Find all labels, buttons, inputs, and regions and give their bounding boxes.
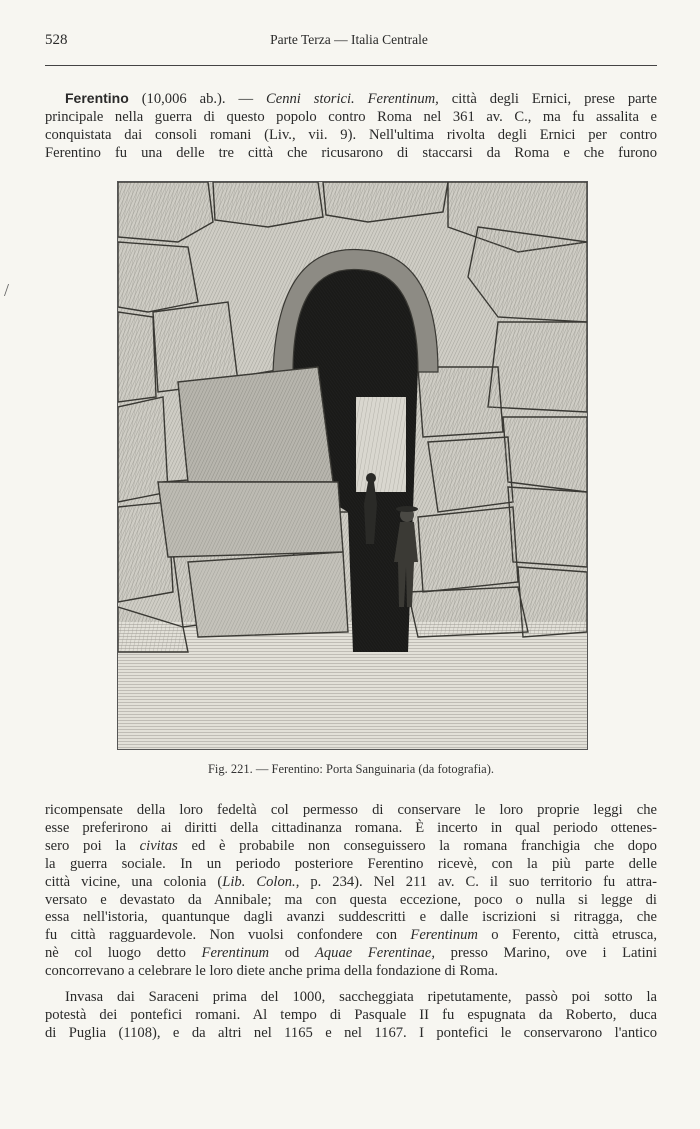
text-line: conquistata dai consoli romani (Liv., vii. 9). Nell'ultima rivolta degli Ernici per contro: [45, 126, 657, 143]
text-run: o Ferento, città etrusca,: [477, 927, 657, 944]
text-line: [45, 838, 657, 856]
text-run: presso Marino, ove i Latini: [434, 945, 657, 962]
text-run: città degli Ernici, prese parte: [438, 91, 657, 107]
paragraph-3: [45, 989, 657, 1043]
running-title: Parte Terza — Italia Centrale: [270, 32, 428, 47]
text-line: [45, 945, 657, 963]
text-run: fu città ragguardevole. Non vuolsi confondere con: [45, 927, 411, 944]
text-run: sero poi la: [45, 837, 140, 854]
text-run: ed è probabile non conseguissero la romana franchigia che dopo: [177, 837, 657, 854]
text-line: principale nella guerra di questo popolo contro Roma nel 361 av. C., ma fu assalita e: [45, 108, 657, 125]
header-rule: [45, 65, 657, 66]
text-line: di Puglia (1108), e da altri nel 1165 e nel 1167. I pontefici le conservarono l'antico: [45, 1024, 657, 1041]
text-run: od: [269, 945, 315, 962]
italic-term: Aquae Ferentinae,: [314, 945, 435, 962]
text-line: Ferentino fu una delle tre città che ricusarono di staccarsi da Roma e che furono: [45, 144, 657, 161]
gate-illustration: [118, 182, 587, 749]
italic-term: civitas: [139, 837, 178, 854]
page-header: [45, 32, 653, 54]
town-name: Ferentino: [65, 90, 129, 106]
text-line: essa nell'istoria, quantunque dagli avanzi suddescritti e dalle iscrizioni si ritragga, che: [45, 909, 657, 926]
text-line: potestà dei pontefici romani. Al tempo di Pasquale II fu espugnata da Roberto, duca: [45, 1006, 657, 1023]
text-line: ricompensate della loro fedeltà col permesso di conservare le loro proprie leggi che: [45, 802, 657, 818]
italic-citation: Lib. Colon.: [222, 873, 296, 890]
text-run: , p. 234). Nel 211 av. C. il suo territorio fu attra-: [295, 873, 658, 890]
text-run: (10,006 ab.). —: [128, 91, 266, 107]
paragraph-1: [45, 90, 657, 163]
page-number: 528: [45, 32, 68, 48]
margin-mark: /: [4, 280, 10, 300]
text-run: nè col luogo detto: [45, 945, 202, 962]
paragraph-2: [45, 802, 657, 981]
text-run: città vicine, una colonia (: [45, 873, 223, 890]
section-heading: Cenni storici. Ferentinum,: [265, 91, 439, 107]
text-line: la guerra sociale. In un periodo posteriore Ferentino ricevè, con la più parte delle: [45, 855, 657, 872]
figure-caption: Fig. 221. — Ferentino: Porta Sanguinaria (da fotografia).: [207, 762, 495, 776]
text-line: [45, 874, 657, 892]
italic-term: Ferentinum: [201, 945, 270, 962]
text-line: versato e devastato da Annibale; ma con questa eccezione, poco o nulla si legge di: [45, 891, 657, 908]
text-line: Invasa dai Saraceni prima del 1000, saccheggiata ripetutamente, passò poi sotto la: [65, 989, 657, 1005]
figure-engraving: [117, 181, 588, 750]
text-line: [45, 90, 657, 109]
italic-term: Ferentinum: [410, 927, 478, 944]
text-line: [45, 927, 657, 945]
text-line: esse preferirono ai diritti della cittadinanza romana. È incerto in qual periodo ottenes-: [45, 819, 657, 836]
text-line: concorrevano a celebrare le loro diete anche prima della fondazione di Roma.: [45, 963, 498, 980]
